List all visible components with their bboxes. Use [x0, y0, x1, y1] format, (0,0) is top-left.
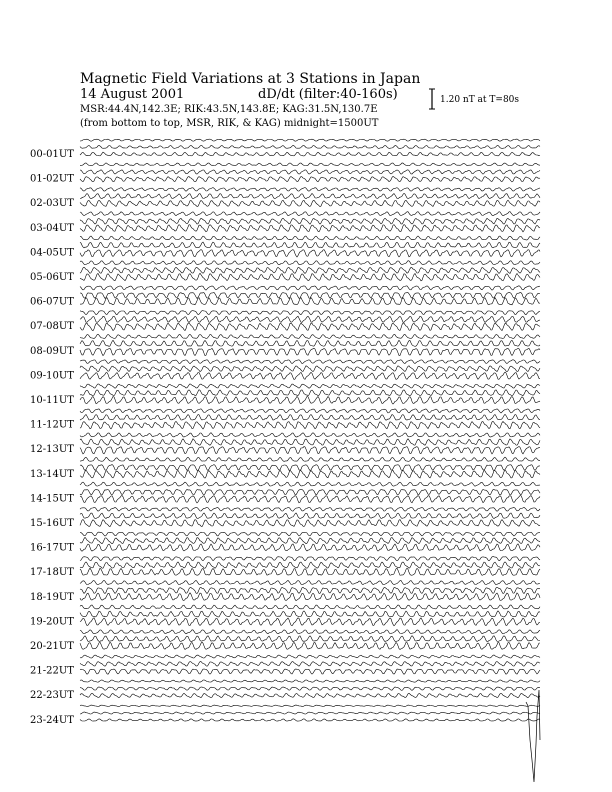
trace-line — [80, 334, 540, 338]
hour-label: 12-13UT — [30, 444, 74, 456]
hour-label: 23-24UT — [30, 714, 74, 726]
trace-line — [80, 507, 540, 511]
trace-line — [80, 562, 540, 568]
trace-line — [80, 188, 540, 192]
trace-line — [80, 139, 540, 141]
trace-line — [80, 447, 540, 455]
trace-line — [80, 705, 540, 707]
hour-label: 01-02UT — [30, 173, 74, 185]
trace-line — [80, 286, 540, 290]
chart-title: Magnetic Field Variations at 3 Stations in Japan — [80, 71, 421, 87]
trace-line — [80, 680, 540, 682]
trace-line — [80, 662, 540, 667]
hour-label: 06-07UT — [30, 296, 74, 308]
trace-line — [80, 414, 540, 420]
chart-date: 14 August 2001 — [80, 87, 185, 102]
trace-line — [80, 433, 540, 437]
trace-line — [80, 587, 540, 593]
trace-line — [80, 200, 540, 206]
hour-label: 18-19UT — [30, 591, 74, 603]
trace-line — [80, 618, 540, 626]
trace-line — [80, 513, 540, 519]
trace-line — [80, 298, 540, 305]
trace-line — [80, 176, 540, 182]
trace-line — [80, 655, 540, 658]
trace-line — [80, 212, 540, 216]
trace-line — [80, 470, 540, 478]
trace-line — [80, 372, 540, 379]
hour-label: 11-12UT — [30, 419, 74, 431]
trace-line — [80, 323, 540, 331]
trace-line — [80, 316, 540, 323]
hour-label: 19-20UT — [30, 616, 74, 628]
hour-label: 16-17UT — [30, 542, 74, 554]
trace-line — [80, 439, 540, 445]
trace-line — [80, 218, 540, 224]
hour-label: 22-23UT — [30, 690, 74, 702]
trace-line — [80, 163, 540, 166]
trace-line — [80, 145, 540, 148]
trace-line — [80, 311, 540, 315]
hour-label: 09-10UT — [30, 370, 74, 382]
trace-line — [80, 642, 540, 649]
trace-line — [80, 293, 540, 299]
trace-line — [80, 489, 540, 495]
trace-line — [80, 236, 540, 240]
trace-line — [80, 544, 540, 551]
trace-line — [80, 366, 540, 372]
hour-label: 05-06UT — [30, 272, 74, 283]
trace-line — [80, 152, 540, 156]
trace-line — [80, 611, 540, 617]
hour-label: 02-03UT — [30, 198, 74, 210]
hour-label: 03-04UT — [30, 222, 74, 234]
trace-line — [80, 267, 540, 273]
trace-line — [80, 225, 540, 232]
trace-line — [80, 384, 540, 388]
trace-line — [80, 687, 540, 690]
trace-line — [80, 532, 540, 536]
trace-line — [80, 537, 540, 543]
scale-label: 1.20 nT at T=80s — [440, 95, 520, 105]
hour-label: 07-08UT — [30, 321, 74, 333]
trace-line — [80, 193, 540, 198]
trace-line — [80, 261, 540, 265]
trace-line — [80, 242, 540, 248]
trace-line — [80, 465, 540, 471]
trace-line — [80, 495, 540, 503]
trace-line — [80, 520, 540, 527]
trace-line — [80, 712, 540, 714]
hour-label: 04-05UT — [30, 247, 74, 259]
hour-label: 14-15UT — [30, 493, 74, 505]
hour-label: 13-14UT — [30, 468, 74, 480]
trace-line — [80, 250, 540, 257]
hour-label: 00-01UT — [30, 149, 74, 160]
trace-line — [80, 396, 540, 404]
trace-line — [80, 593, 540, 601]
trace-line — [80, 348, 540, 355]
trace-line — [80, 170, 540, 174]
trace-line — [80, 557, 540, 561]
trace-line — [80, 669, 540, 674]
trace-line — [80, 360, 540, 364]
hour-label: 20-21UT — [30, 641, 74, 652]
trace-line — [80, 693, 540, 697]
station-coordinates: MSR:44.4N,142.3E; RIK:43.5N,143.8E; KAG:31.5N,130.7E — [80, 104, 378, 115]
trace-line — [80, 630, 540, 634]
trace-line — [80, 719, 540, 721]
trace-line — [80, 482, 540, 486]
trace-line — [80, 421, 540, 429]
hour-label: 10-11UT — [30, 395, 74, 406]
hour-label: 08-09UT — [30, 345, 74, 357]
chart-filter: dD/dt (filter:40-160s) — [258, 87, 398, 102]
trace-line — [80, 580, 540, 584]
trace-line — [80, 605, 540, 609]
trace-spike — [526, 690, 540, 782]
hour-label: 21-22UT — [30, 665, 74, 677]
trace-line — [80, 568, 540, 575]
trace-line — [80, 390, 540, 396]
trace-line — [80, 636, 540, 642]
trace-line — [80, 457, 540, 461]
trace-line — [80, 273, 540, 281]
hour-label: 15-16UT — [30, 518, 74, 529]
hour-label: 17-18UT — [30, 567, 74, 579]
trace-line — [80, 409, 540, 413]
trace-order-note: (from bottom to top, MSR, RIK, & KAG) midnight=1500UT — [80, 118, 379, 129]
trace-line — [80, 340, 540, 346]
